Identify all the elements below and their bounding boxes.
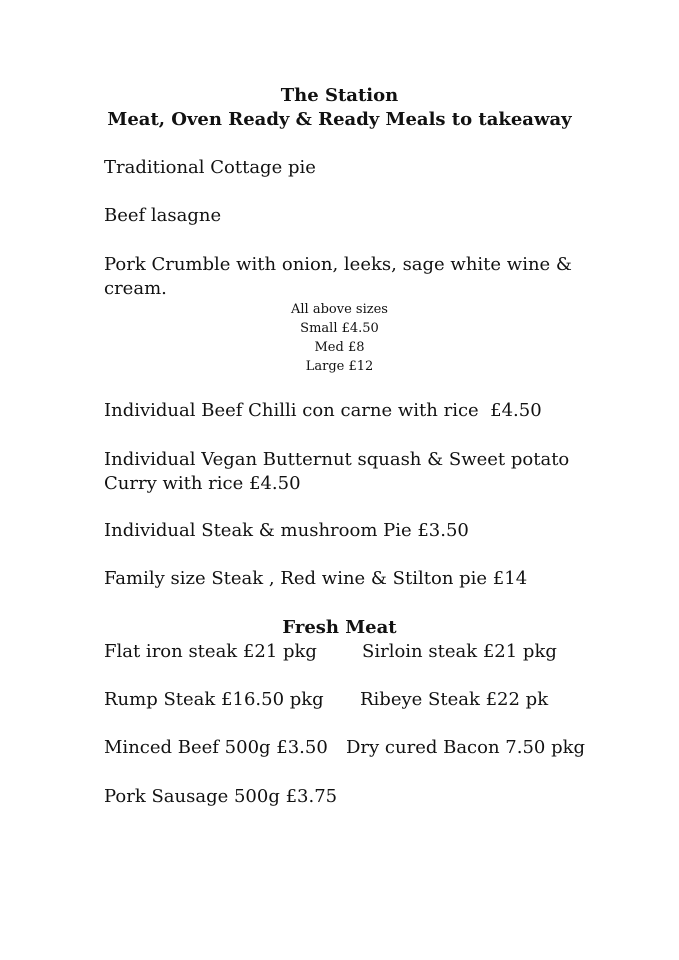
- meat-item-pork-sausage: Pork Sausage 500g £3.75: [104, 786, 338, 807]
- meal-item-vegan-curry: Individual Vegan Butternut squash & Sweet potato Curry with rice £4.50: [104, 449, 570, 494]
- meal-item-beef-chilli: Individual Beef Chilli con carne with rice £4.50: [104, 400, 542, 421]
- meal-item-family-stilton-pie: Family size Steak , Red wine & Stilton pie £14: [104, 568, 528, 589]
- meat-item-ribeye: Ribeye Steak £22 pk: [360, 689, 549, 710]
- size-price-list: [0, 300, 679, 376]
- fresh-meat-title: Fresh Meat: [282, 617, 397, 638]
- meat-item-minced-beef: Minced Beef 500g £3.50: [104, 737, 328, 758]
- menu-subtitle: Meat, Oven Ready & Ready Meals to takeaway: [107, 109, 572, 130]
- meal-item-pork-crumble: Pork Crumble with onion, leeks, sage white wine & cream.: [104, 254, 572, 299]
- meat-item-sirloin: Sirloin steak £21 pkg: [362, 641, 557, 662]
- meal-item-cottage-pie: Traditional Cottage pie: [104, 157, 316, 178]
- meal-item-steak-mushroom-pie: Individual Steak & mushroom Pie £3.50: [104, 520, 469, 541]
- meat-item-flat-iron: Flat iron steak £21 pkg: [104, 641, 317, 662]
- meal-item-beef-lasagne: Beef lasagne: [104, 205, 222, 226]
- size-large: Large £12: [305, 359, 374, 374]
- meat-item-bacon: Dry cured Bacon 7.50 pkg: [346, 737, 586, 758]
- size-med: Med £8: [314, 340, 365, 355]
- menu-title: The Station: [280, 85, 399, 106]
- size-small: Small £4.50: [300, 321, 379, 336]
- sizes-heading: All above sizes: [291, 302, 388, 317]
- meat-item-rump: Rump Steak £16.50 pkg: [104, 689, 324, 710]
